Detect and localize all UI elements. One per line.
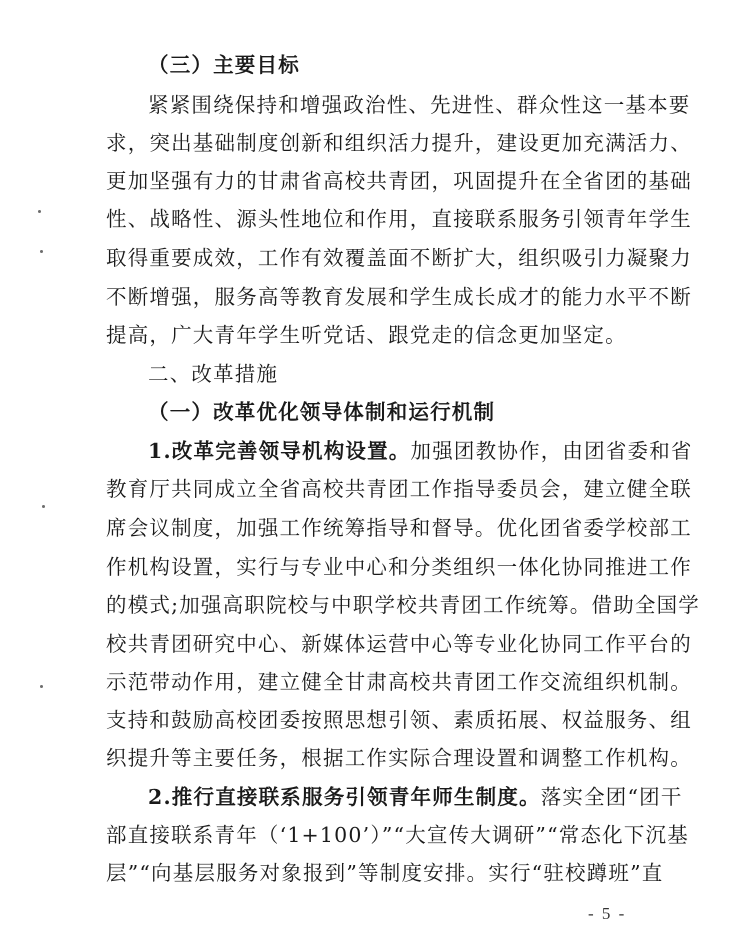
paragraph-line: 取得重要成效，工作有效覆盖面不断扩大，组织吸引力凝聚力 — [106, 246, 692, 270]
paragraph-line: 校共青团研究中心、新媒体运营中心等专业化协同工作平台的 — [106, 632, 692, 656]
paragraph-line: 席会议制度，加强工作统筹指导和督导。优化团省委学校部工 — [106, 516, 692, 540]
item2-text: 落实全团“团干 — [540, 785, 683, 809]
paragraph-line: 的模式;加强高职院校与中职学校共青团工作统筹。借助全国学 — [106, 593, 701, 617]
paragraph-line: 性、战略性、源头性地位和作用，直接联系服务引领青年学生 — [106, 207, 692, 231]
item1-text: 加强团教协作，由团省委和省 — [410, 439, 693, 463]
margin-mark — [38, 210, 41, 213]
item1-title: 1.改革完善领导机构设置。 — [148, 439, 411, 463]
page-number: - 5 - — [588, 904, 627, 923]
item2-first-line — [148, 780, 688, 814]
paragraph-line: 支持和鼓励高校团委按照思想引领、素质拓展、权益服务、组 — [106, 708, 692, 732]
paragraph-line: 部直接联系青年（‘1+100’）”“大宣传大调研”“常态化下沉基 — [106, 823, 689, 847]
margin-mark — [40, 685, 43, 688]
paragraph-line: 更加坚强有力的甘肃省高校共青团，巩固提升在全省团的基础 — [106, 169, 692, 193]
item1-first-line — [148, 434, 693, 468]
margin-mark — [40, 250, 43, 253]
paragraph-line: 提高，广大青年学生听党话、跟党走的信念更加坚定。 — [106, 323, 627, 347]
subsection-one-title: （一）改革优化领导体制和运行机制 — [148, 400, 496, 424]
item2-title: 2.推行直接联系服务引领青年师生制度。 — [148, 785, 541, 809]
paragraph-line: 不断增强，服务高等教育发展和学生成长成才的能力水平不断 — [106, 285, 692, 309]
paragraph-line: 作机构设置，实行与专业中心和分类组织一体化协同推进工作 — [106, 555, 692, 579]
paragraph-line: 紧紧围绕保持和增强政治性、先进性、群众性这一基本要 — [148, 93, 691, 117]
paragraph-line: 层”“向基层服务对象报到”等制度安排。实行“驻校蹲班”直 — [106, 861, 664, 885]
section-two-title: 二、改革措施 — [148, 362, 279, 386]
paragraph-line: 织提升等主要任务，根据工作实际合理设置和调整工作机构。 — [106, 746, 692, 770]
paragraph-line: 教育厅共同成立全省高校共青团工作指导委员会，建立健全联 — [106, 477, 692, 501]
margin-mark — [42, 505, 45, 508]
paragraph-line: 示范带动作用，建立健全甘肃高校共青团工作交流组织机制。 — [106, 670, 692, 694]
section-three-title: （三）主要目标 — [148, 53, 300, 77]
paragraph-line: 求，突出基础制度创新和组织活力提升，建设更加充满活力、 — [106, 131, 692, 155]
